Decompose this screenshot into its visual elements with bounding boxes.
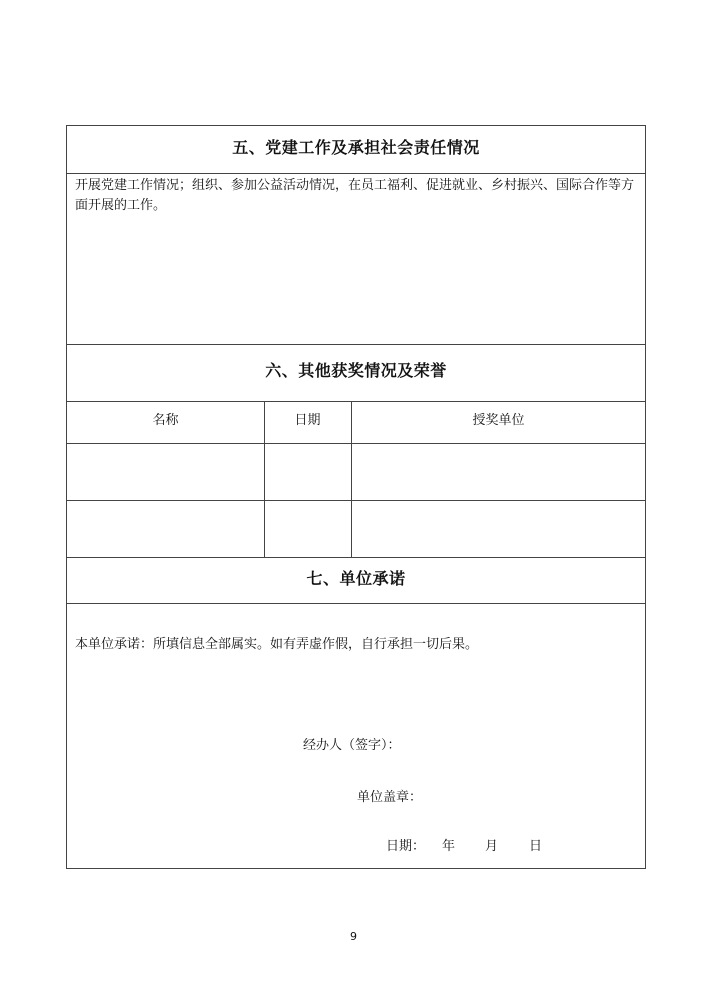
divider [67,173,645,174]
divider [67,344,645,345]
date-label: 日期： [386,839,426,854]
divider [67,500,645,501]
handler-signature-label: 经办人（签字）： [303,738,401,753]
column-header-name: 名称 [152,413,179,428]
divider [67,401,645,402]
column-header-date: 日期 [294,413,321,428]
column-divider [264,401,265,557]
seal-label: 单位盖章： [357,790,423,805]
divider [67,557,645,558]
commitment-text: 本单位承诺：所填信息全部属实。如有弄虚作假，自行承担一切后果。 [75,637,479,652]
year-label: 年 [442,839,456,854]
day-label: 日 [529,839,543,854]
form-table [66,125,646,869]
column-header-awarding-unit: 授奖单位 [472,413,525,428]
section5-title: 五、党建工作及承担社会责任情况 [232,138,480,157]
divider [67,443,645,444]
section5-description: 开展党建工作情况；组织、参加公益活动情况，在员工福利、促进就业、乡村振兴、国际合作等方面开展的工作。 [75,178,635,213]
divider [67,603,645,604]
section6-title: 六、其他获奖情况及荣誉 [265,361,447,380]
month-label: 月 [485,839,499,854]
section7-title: 七、单位承诺 [306,569,406,588]
column-divider [351,401,352,557]
page-number: 9 [350,930,357,943]
